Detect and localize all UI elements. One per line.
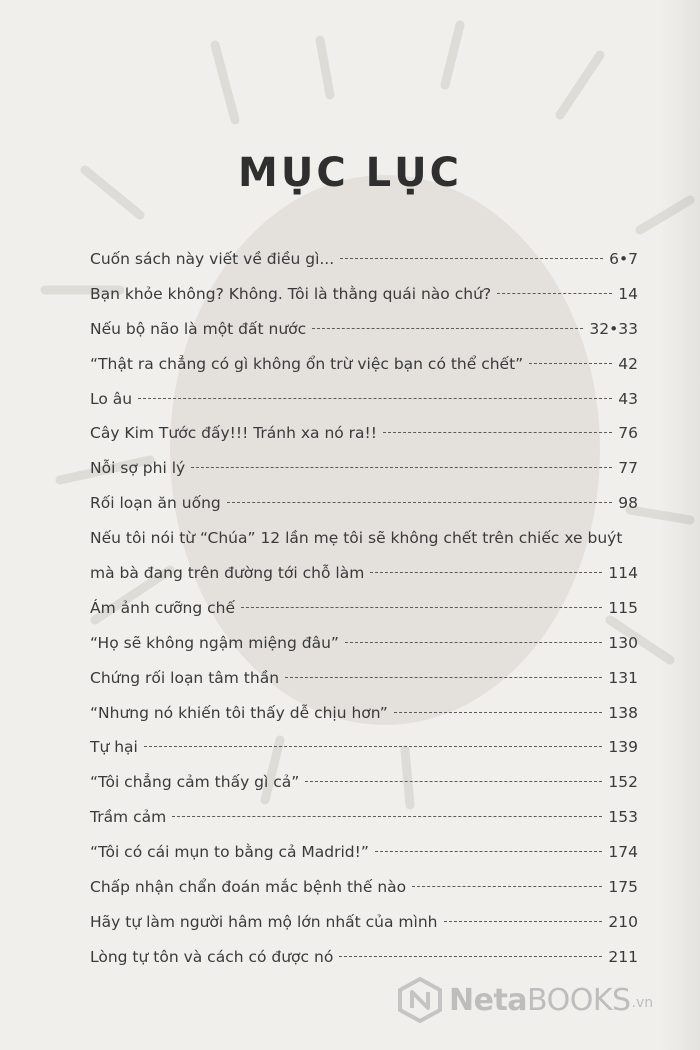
watermark-brand-bold: Neta <box>449 982 528 1018</box>
toc-page-number: 174 <box>608 843 638 862</box>
toc-entry-title: Nỗi sợ phi lý <box>90 459 186 478</box>
toc-dot-leader <box>345 642 602 643</box>
toc-entry-title: Nếu bộ não là một đất nước <box>90 319 307 338</box>
toc-entry <box>90 704 638 739</box>
toc-dot-leader <box>191 467 612 468</box>
toc-page-number: 32•33 <box>589 319 638 338</box>
toc-entry <box>90 494 638 529</box>
toc-dot-leader <box>144 746 603 747</box>
toc-entry-title: Chấp nhận chẩn đoán mắc bệnh thế nào <box>90 878 407 897</box>
watermark-brand-rest: BOOKS <box>527 982 631 1018</box>
toc-dot-leader <box>138 398 612 399</box>
toc-page-number: 115 <box>608 598 638 617</box>
toc-page-number: 210 <box>608 912 638 931</box>
toc-page-number: 139 <box>608 738 638 757</box>
toc-page-number: 152 <box>608 773 638 792</box>
toc-entry <box>90 843 638 878</box>
netabooks-logo-icon <box>397 977 443 1023</box>
toc-entry-title: mà bà đang trên đường tới chỗ làm <box>90 564 365 583</box>
toc-dot-leader <box>285 677 602 678</box>
toc-dot-leader <box>412 886 602 887</box>
toc-dot-leader <box>444 921 603 922</box>
toc-dot-leader <box>340 258 603 259</box>
toc-entry-title: Hãy tự làm người hâm mộ lớn nhất của mình <box>90 912 438 931</box>
toc-entry-title: “Họ sẽ không ngậm miệng đâu” <box>90 633 339 652</box>
toc-entry <box>90 808 638 843</box>
toc-dot-leader <box>339 956 602 957</box>
toc-dot-leader <box>375 851 603 852</box>
toc-entry-title: “Nhưng nó khiến tôi thấy dễ chịu hơn” <box>90 703 388 722</box>
toc-page-number: 76 <box>618 424 638 443</box>
toc-dot-leader <box>383 432 612 433</box>
toc-page-number: 43 <box>618 389 638 408</box>
toc-page-number: 175 <box>608 878 638 897</box>
toc-entry <box>90 878 638 913</box>
toc-entry-title: Rối loạn ăn uống <box>90 494 221 513</box>
toc-entry <box>90 285 638 320</box>
toc-dot-leader <box>529 363 612 364</box>
toc-entry <box>90 773 638 808</box>
toc-page-number: 98 <box>618 494 638 513</box>
toc-entry <box>90 320 638 355</box>
page-title: MỤC LỤC <box>238 150 462 196</box>
toc-entry-title: Chứng rối loạn tâm thần <box>90 668 280 687</box>
toc-dot-leader <box>497 293 612 294</box>
toc-entry-title: Ám ảnh cưỡng chế <box>90 598 236 617</box>
toc-page-number: 6•7 <box>609 250 638 268</box>
toc-entry-title: Trầm cảm <box>90 808 167 827</box>
toc-page-number: 14 <box>618 284 638 303</box>
netabooks-watermark <box>397 975 653 1025</box>
toc-entry <box>90 355 638 390</box>
watermark-tld: .vn <box>631 995 654 1011</box>
toc-entry-title: Lòng tự tôn và cách có được nó <box>90 947 334 966</box>
toc-page-number: 42 <box>618 354 638 373</box>
toc-page-number: 130 <box>608 633 638 652</box>
toc-entry-line1 <box>90 529 638 564</box>
toc-entry <box>90 564 638 599</box>
toc-entry <box>90 459 638 494</box>
toc-entry <box>90 250 638 285</box>
toc-entry <box>90 424 638 459</box>
toc-entry-title: Cuốn sách này viết về điều gì... <box>90 250 335 268</box>
toc-dot-leader <box>370 572 602 573</box>
table-of-contents <box>90 250 638 983</box>
watermark-text <box>449 983 631 1018</box>
toc-entry <box>90 599 638 634</box>
toc-dot-leader <box>241 607 602 608</box>
toc-entry <box>90 390 638 425</box>
toc-dot-leader <box>394 712 603 713</box>
toc-entry <box>90 913 638 948</box>
toc-page-number: 211 <box>608 947 638 966</box>
toc-entry-title: Cây Kim Tước đấy!!! Tránh xa nó ra!! <box>90 424 377 443</box>
toc-dot-leader <box>227 502 613 503</box>
toc-entry <box>90 738 638 773</box>
toc-page-number: 153 <box>608 808 638 827</box>
toc-page-number: 131 <box>608 668 638 687</box>
toc-entry-title-line1: Nếu tôi nói từ “Chúa” 12 lần mẹ tôi sẽ không chết trên chiếc xe buýt <box>90 529 623 548</box>
toc-dot-leader <box>305 781 602 782</box>
toc-entry-title: Bạn khỏe không? Không. Tôi là thằng quái nào chứ? <box>90 284 492 303</box>
toc-entry-title: “Tôi có cái mụn to bằng cả Madrid!” <box>90 843 369 862</box>
toc-entry <box>90 669 638 704</box>
toc-page-number: 138 <box>608 703 638 722</box>
toc-entry-title: “Tôi chẳng cảm thấy gì cả” <box>90 773 300 792</box>
toc-entry-title: Lo âu <box>90 389 133 408</box>
toc-dot-leader <box>172 816 602 817</box>
toc-entry <box>90 634 638 669</box>
toc-page-number: 114 <box>608 564 638 583</box>
toc-entry-title: Tự hại <box>90 738 138 757</box>
toc-page-number: 77 <box>618 459 638 478</box>
toc-entry-title: “Thật ra chẳng có gì không ổn trừ việc bạn có thể chết” <box>90 354 524 373</box>
toc-dot-leader <box>312 328 583 329</box>
